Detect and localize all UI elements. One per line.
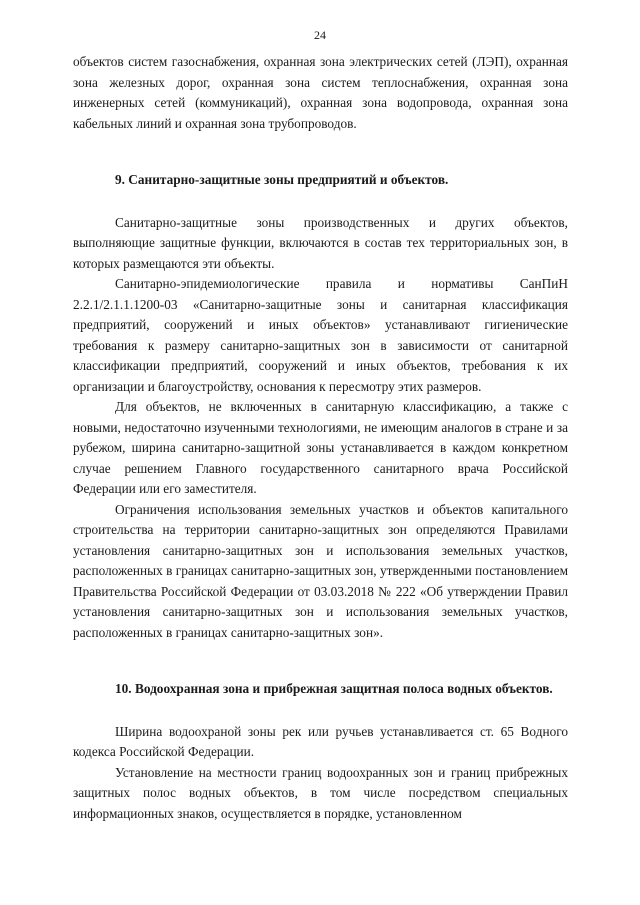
section-9-paragraph: Санитарно-эпидемиологические правила и нормативы СанПиН 2.2.1/2.1.1.1200-03 «Санитарно-защитные зоны и санитарная классификация предприятий, сооружений и иных объектов» устанавливают гигиенические требования к размеру санитарно-защитных зон в зависимости от санитарной классификации предприятий, сооружений и иных объектов, требования к их организации и благоустройству, основания к пересмотру этих размеров. <box>73 276 568 394</box>
intro-paragraph: объектов систем газоснабжения, охранная зона электрических сетей (ЛЭП), охранная зона железных дорог, охранная зона систем теплоснабжения, охранная зона инженерных сетей (коммуникаций), охранная зона водопровода, охранная зона кабельных линий и охранная зона трубопроводов. <box>73 54 568 131</box>
section-9-heading: 9. Санитарно-защитные зоны предприятий и объектов. <box>115 172 449 187</box>
page-number: 24 <box>314 28 326 42</box>
section-9-paragraph: Санитарно-защитные зоны производственных и других объектов, выполняющие защитные функции, включаются в состав тех территориальных зон, в которых размещаются эти объекты. <box>73 214 568 271</box>
section-10-heading: 10. Водоохранная зона и прибрежная защитная полоса водных объектов. <box>115 681 553 696</box>
section-10-paragraph: Установление на местности границ водоохранных зон и границ прибрежных защитных полос водных объектов, в том числе посредством специальных информационных знаков, осуществляется в порядке, установленном <box>73 764 568 821</box>
section-9-paragraph: Ограничения использования земельных участков и объектов капитального строительства на территории санитарно-защитных зон определяются Правилами установления санитарно-защитных зон и использования земельных участков, расположенных в границах санитарно-защитных зон, утвержденными постановлением Правительства Российской Федерации от 03.03.2018 № 222 «Об утверждении Правил установления санитарно-защитных зон и использования земельных участков, расположенных в границах санитарно-защитных зон». <box>73 501 568 640</box>
section-9-paragraph: Для объектов, не включенных в санитарную классификацию, а также с новыми, недостаточно изученными технологиями, не имеющим аналогов в стране и за рубежом, ширина санитарно-защитной зоны устанавливается в каждом конкретном случае решением Главного государственного санитарного врача Российской Федерации или его заместителя. <box>73 399 568 496</box>
section-10-paragraph: Ширина водоохраной зоны рек или ручьев устанавливается ст. 65 Водного кодекса Российской Федерации. <box>73 723 568 759</box>
spacer <box>73 191 568 213</box>
spacer <box>73 643 568 679</box>
document-body <box>73 52 568 824</box>
spacer <box>73 700 568 722</box>
spacer <box>73 134 568 170</box>
